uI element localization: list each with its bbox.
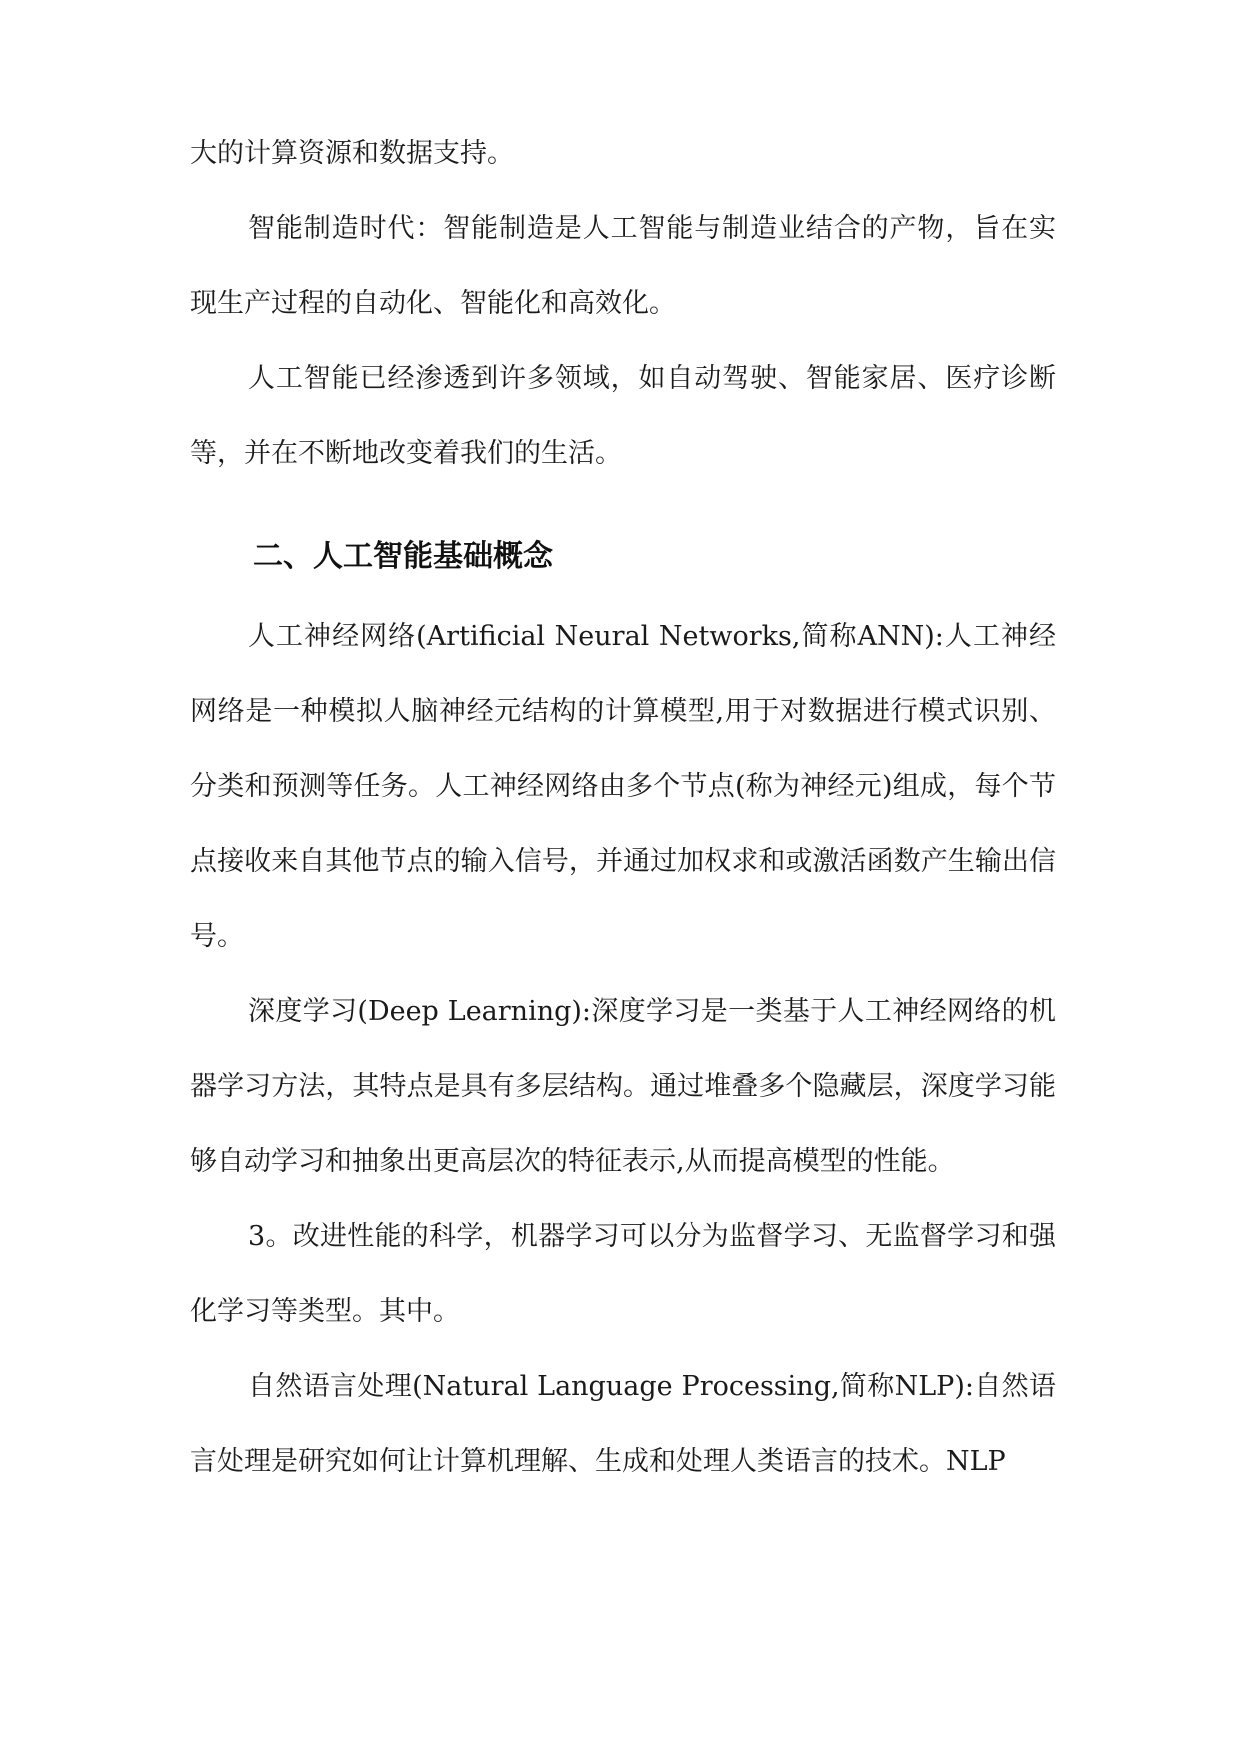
- section-heading: 二、人工智能基础概念: [253, 539, 553, 574]
- paragraph-ml-types: 3。改进性能的科学，机器学习可以分为监督学习、无监督学习和强化学习等类型。其中。: [190, 1221, 1056, 1327]
- paragraph-ai-domains: 人工智能已经渗透到许多领域，如自动驾驶、智能家居、医疗诊断等，并在不断地改变着我们的生活。: [190, 363, 1056, 469]
- paragraph-compute-resources: 大的计算资源和数据支持。: [190, 138, 514, 169]
- paragraph-smart-manufacturing: 智能制造时代：智能制造是人工智能与制造业结合的产物，旨在实现生产过程的自动化、智能化和高效化。: [190, 213, 1056, 319]
- document-body: [190, 0, 1056, 1499]
- paragraph-nlp: 自然语言处理(Natural Language Processing,简称NLP):自然语言处理是研究如何让计算机理解、生成和处理人类语言的技术。NLP: [190, 1371, 1056, 1477]
- paragraph-deep-learning: 深度学习(Deep Learning):深度学习是一类基于人工神经网络的机器学习方法，其特点是具有多层结构。通过堆叠多个隐藏层，深度学习能够自动学习和抽象出更高层次的特征表示,从而提高模型的性能。: [190, 996, 1056, 1177]
- paragraph-ann: 人工神经网络(Artificial Neural Networks,简称ANN):人工神经网络是一种模拟人脑神经元结构的计算模型,用于对数据进行模式识别、分类和预测等任务。人工神经网络由多个节点(称为神经元)组成，每个节点接收来自其他节点的输入信号，并通过加权求和或激活函数产生输出信号。: [190, 621, 1056, 952]
